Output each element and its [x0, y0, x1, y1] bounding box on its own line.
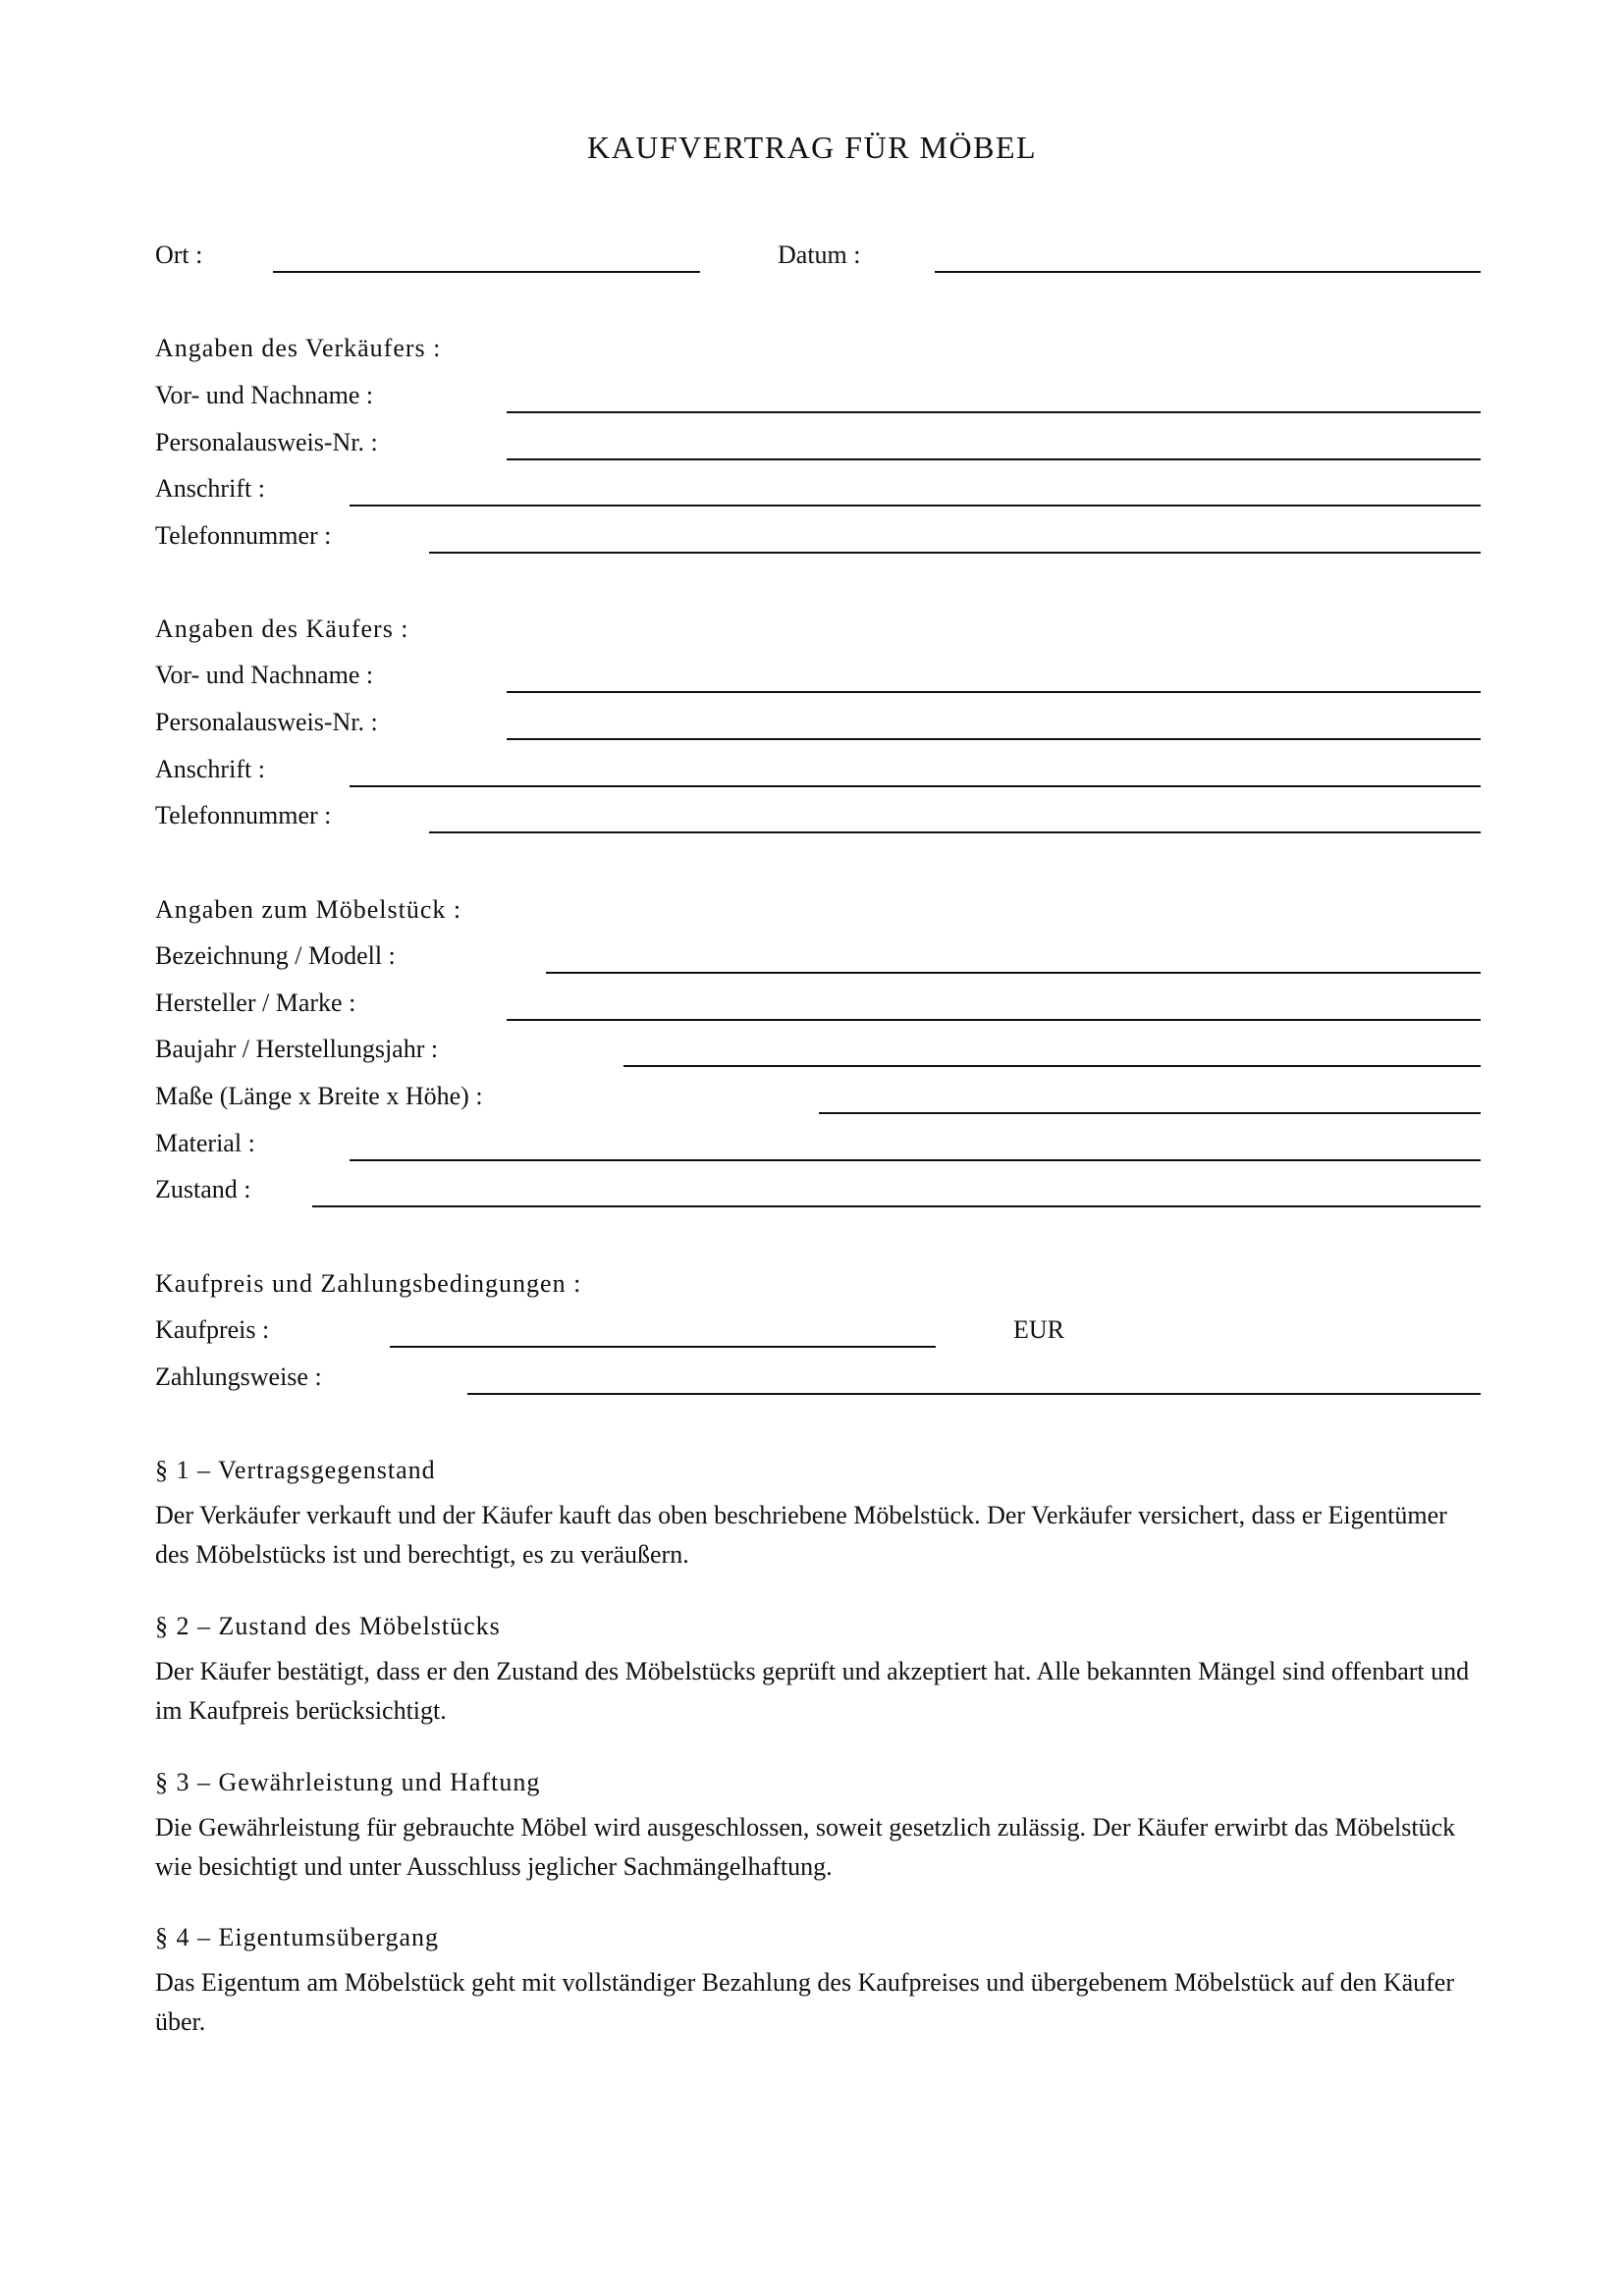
- currency-label: EUR: [1013, 1315, 1064, 1344]
- zustand-field[interactable]: [312, 1205, 1481, 1207]
- material-field[interactable]: [350, 1159, 1481, 1161]
- kaufpreis-field[interactable]: [390, 1346, 936, 1348]
- verkaeufer-telefon-label: Telefonnummer :: [155, 521, 332, 550]
- kaeufer-ausweis-field[interactable]: [507, 738, 1481, 740]
- paragraph-3-text: Die Gewährleistung für gebrauchte Möbel wird ausgeschlossen, soweit gesetzlich zulässig. Der Käufer erwirbt das Möbelstück wie besichtigt und unter Ausschluss jeglicher Sachmängelhaftung.: [155, 1813, 1456, 1881]
- verkaeufer-name-label: Vor- und Nachname :: [155, 381, 374, 409]
- datum-label: Datum :: [778, 240, 861, 269]
- zahlungsweise-label: Zahlungsweise :: [155, 1362, 322, 1391]
- datum-field[interactable]: [935, 271, 1481, 273]
- verkaeufer-anschrift-label: Anschrift :: [155, 474, 265, 503]
- masse-field[interactable]: [819, 1112, 1481, 1114]
- document-title: KAUFVERTRAG FÜR MÖBEL: [586, 130, 1038, 165]
- kaeufer-name-label: Vor- und Nachname :: [155, 661, 374, 689]
- paragraph-1-heading: § 1 – Vertragsgegenstand: [155, 1456, 436, 1484]
- kaeufer-name-field[interactable]: [507, 691, 1481, 693]
- paragraph-4-heading: § 4 – Eigentumsübergang: [155, 1923, 439, 1951]
- verkaeufer-telefon-field[interactable]: [429, 552, 1481, 554]
- verkaeufer-heading: Angaben des Verkäufers :: [155, 334, 442, 362]
- material-label: Material :: [155, 1129, 255, 1157]
- kaeufer-heading: Angaben des Käufers :: [155, 614, 409, 643]
- verkaeufer-ausweis-field[interactable]: [507, 458, 1481, 460]
- masse-label: Maße (Länge x Breite x Höhe) :: [155, 1082, 483, 1110]
- kaeufer-anschrift-label: Anschrift :: [155, 755, 265, 783]
- hersteller-label: Hersteller / Marke :: [155, 988, 356, 1017]
- kaeufer-anschrift-field[interactable]: [350, 785, 1481, 787]
- paragraph-1-text: Der Verkäufer verkauft und der Käufer kauft das oben beschriebene Möbelstück. Der Verkäufer versichert, dass er Eigentümer des Möbelstücks ist und berechtigt, es zu veräußern.: [155, 1501, 1447, 1569]
- kaeufer-telefon-label: Telefonnummer :: [155, 801, 332, 829]
- bezeichnung-label: Bezeichnung / Modell :: [155, 941, 396, 970]
- baujahr-field[interactable]: [623, 1065, 1481, 1067]
- zahlungsweise-field[interactable]: [467, 1393, 1481, 1395]
- hersteller-field[interactable]: [507, 1019, 1481, 1021]
- moebel-heading: Angaben zum Möbelstück :: [155, 895, 462, 924]
- paragraph-2-heading: § 2 – Zustand des Möbelstücks: [155, 1612, 501, 1640]
- baujahr-label: Baujahr / Herstellungsjahr :: [155, 1035, 439, 1063]
- verkaeufer-name-field[interactable]: [507, 411, 1481, 413]
- zahlung-heading: Kaufpreis und Zahlungsbedingungen :: [155, 1269, 582, 1298]
- paragraph-2-text: Der Käufer bestätigt, dass er den Zustand des Möbelstücks geprüft und akzeptiert hat. Alle bekannten Mängel sind offenbart und im Kaufpreis berücksichtigt.: [155, 1657, 1470, 1725]
- ort-label: Ort :: [155, 240, 203, 269]
- kaeufer-ausweis-label: Personalausweis-Nr. :: [155, 708, 378, 736]
- kaeufer-telefon-field[interactable]: [429, 831, 1481, 833]
- bezeichnung-field[interactable]: [546, 972, 1481, 974]
- paragraph-3-heading: § 3 – Gewährleistung und Haftung: [155, 1768, 541, 1796]
- verkaeufer-anschrift-field[interactable]: [350, 505, 1481, 507]
- zustand-label: Zustand :: [155, 1175, 251, 1203]
- paragraph-4-text: Das Eigentum am Möbelstück geht mit vollständiger Bezahlung des Kaufpreises und übergebenem Möbelstück auf den Käufer über.: [155, 1968, 1455, 2036]
- kaufpreis-label: Kaufpreis :: [155, 1315, 270, 1344]
- ort-field[interactable]: [273, 271, 700, 273]
- verkaeufer-ausweis-label: Personalausweis-Nr. :: [155, 428, 378, 456]
